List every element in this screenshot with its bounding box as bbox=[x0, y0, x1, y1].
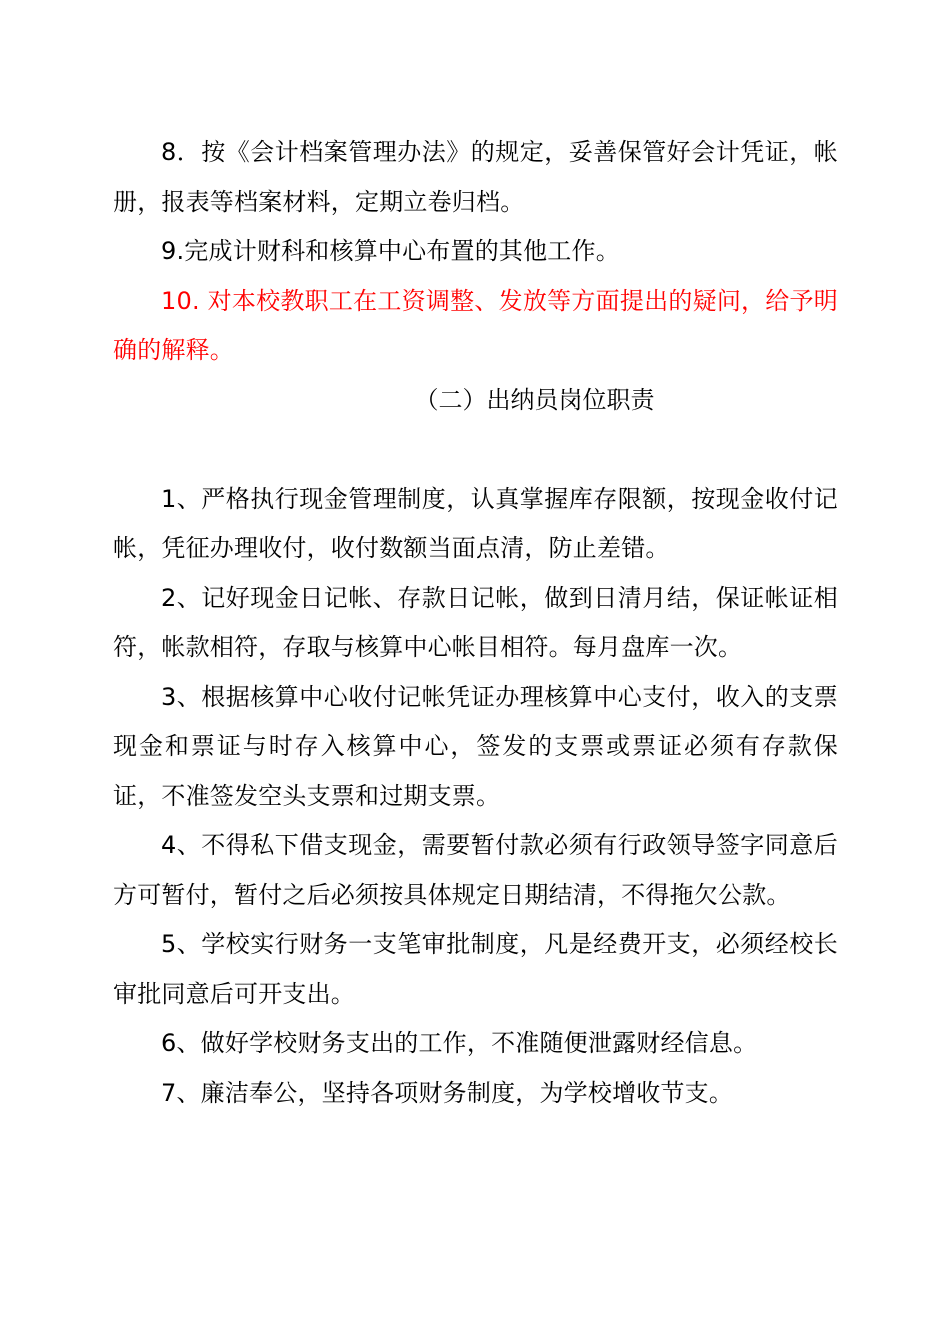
section-spacer bbox=[113, 425, 838, 475]
section-heading-cashier-duties: （二）出纳员岗位职责 bbox=[414, 385, 655, 414]
duty-item-2: 2、记好现金日记帐、存款日记帐，做到日清月结，保证帐证相符，帐款相符，存取与核算中心帐目相符。每月盘库一次。 bbox=[113, 583, 838, 661]
duty-item-1: 1、严格执行现金管理制度，认真掌握库存限额，按现金收付记帐，凭征办理收付，收付数额当面点清，防止差错。 bbox=[113, 484, 838, 562]
duty-item-3: 3、根据核算中心收付记帐凭证办理核算中心支付，收入的支票现金和票证与时存入核算中心，签发的支票或票证必须有存款保证，不准签发空头支票和过期支票。 bbox=[113, 682, 838, 810]
document-body bbox=[113, 128, 838, 1118]
duty-item-7: 7、廉洁奉公，坚持各项财务制度，为学校增收节支。 bbox=[161, 1078, 734, 1107]
duty-item-6: 6、做好学校财务支出的工作，不准随便泄露财经信息。 bbox=[161, 1029, 758, 1057]
duty-item-5: 5、学校实行财务一支笔审批制度，凡是经费开支，必须经校长审批同意后可开支出。 bbox=[113, 930, 838, 1008]
item-10-highlighted: 10. 对本校教职工在工资调整、发放等方面提出的疑问，给予明确的解释。 bbox=[113, 286, 838, 364]
duty-item-4: 4、不得私下借支现金，需要暂付款必须有行政领导签字同意后方可暂付，暂付之后必须按具体规定日期结清，不得拖欠公款。 bbox=[113, 831, 838, 909]
item-8: 8．按《会计档案管理办法》的规定，妥善保管好会计凭证，帐册，报表等档案材料，定期立卷归档。 bbox=[113, 138, 838, 216]
item-9: 9.完成计财科和核算中心布置的其他工作。 bbox=[161, 237, 620, 265]
